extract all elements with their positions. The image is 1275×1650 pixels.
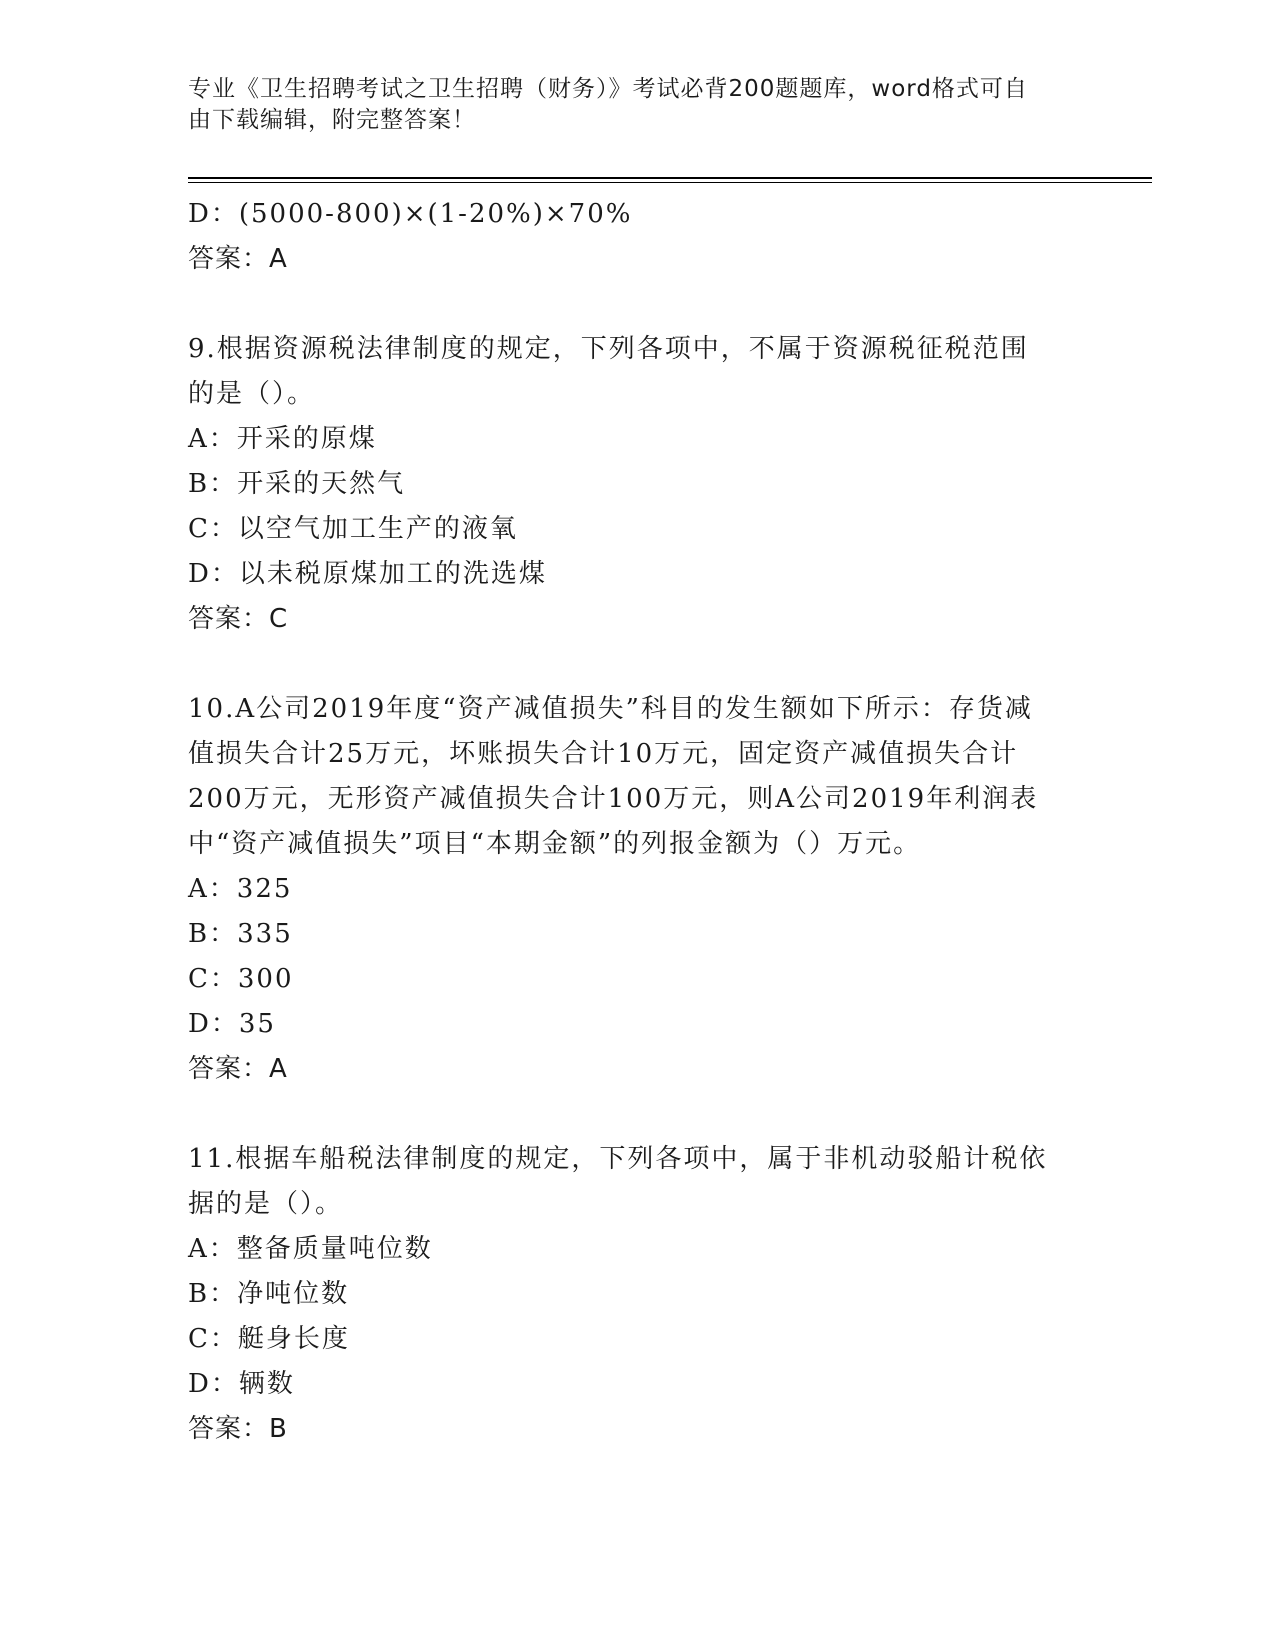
spacer (188, 1092, 1088, 1137)
q9-option-c: C：以空气加工生产的液氧 (188, 514, 518, 544)
header-divider-thin (188, 182, 1152, 183)
q11-option-d: D：辆数 (188, 1369, 295, 1399)
q11-option-a: A：整备质量吨位数 (188, 1234, 433, 1264)
q10-text-line-4: 中“资产减值损失”项目“本期金额”的列报金额为（）万元。 (188, 829, 922, 859)
q9-option-d: D：以未税原煤加工的洗选煤 (188, 559, 547, 589)
q10-answer: 答案：A (188, 1054, 288, 1084)
q9-text-line-2: 的是（）。 (188, 379, 316, 409)
q10-option-a: A：325 (188, 874, 293, 904)
q9-answer: 答案：C (188, 604, 289, 634)
question-content (188, 192, 1088, 1452)
q10-text-line-2: 值损失合计25万元，坏账损失合计10万元，固定资产减值损失合计 (188, 739, 1019, 769)
q11-text-line-2: 据的是（）。 (188, 1189, 344, 1219)
q9-text-line-1: 9.根据资源税法律制度的规定，下列各项中，不属于资源税征税范围 (188, 334, 1029, 364)
header-divider-thick (188, 177, 1152, 179)
q11-text-line-1: 11.根据车船税法律制度的规定，下列各项中，属于非机动驳船计税依 (188, 1144, 1048, 1174)
q10-text-line-3: 200万元，无形资产减值损失合计100万元，则A公司2019年利润表 (188, 784, 1039, 814)
spacer (188, 642, 1088, 687)
spacer (188, 282, 1088, 327)
q10-option-d: D：35 (188, 1009, 276, 1039)
q10-option-b: B：335 (188, 919, 293, 949)
prev-option-d: D：(5000-800)×(1-20%)×70% (188, 199, 633, 229)
header-line-1: 专业《卫生招聘考试之卫生招聘（财务）》考试必背200题题库，word格式可自 (188, 76, 1028, 102)
header-line-2: 由下载编辑，附完整答案！ (188, 107, 476, 133)
q11-answer: 答案：B (188, 1414, 288, 1444)
q10-option-c: C：300 (188, 964, 294, 994)
q10-text-line-1: 10.A公司2019年度“资产减值损失”科目的发生额如下所示：存货减 (188, 694, 1033, 724)
q9-option-a: A：开采的原煤 (188, 424, 377, 454)
q11-option-c: C：艇身长度 (188, 1324, 350, 1354)
document-header (188, 74, 1068, 136)
q9-option-b: B：开采的天然气 (188, 469, 406, 499)
q11-option-b: B：净吨位数 (188, 1279, 350, 1309)
prev-answer: 答案：A (188, 244, 288, 274)
